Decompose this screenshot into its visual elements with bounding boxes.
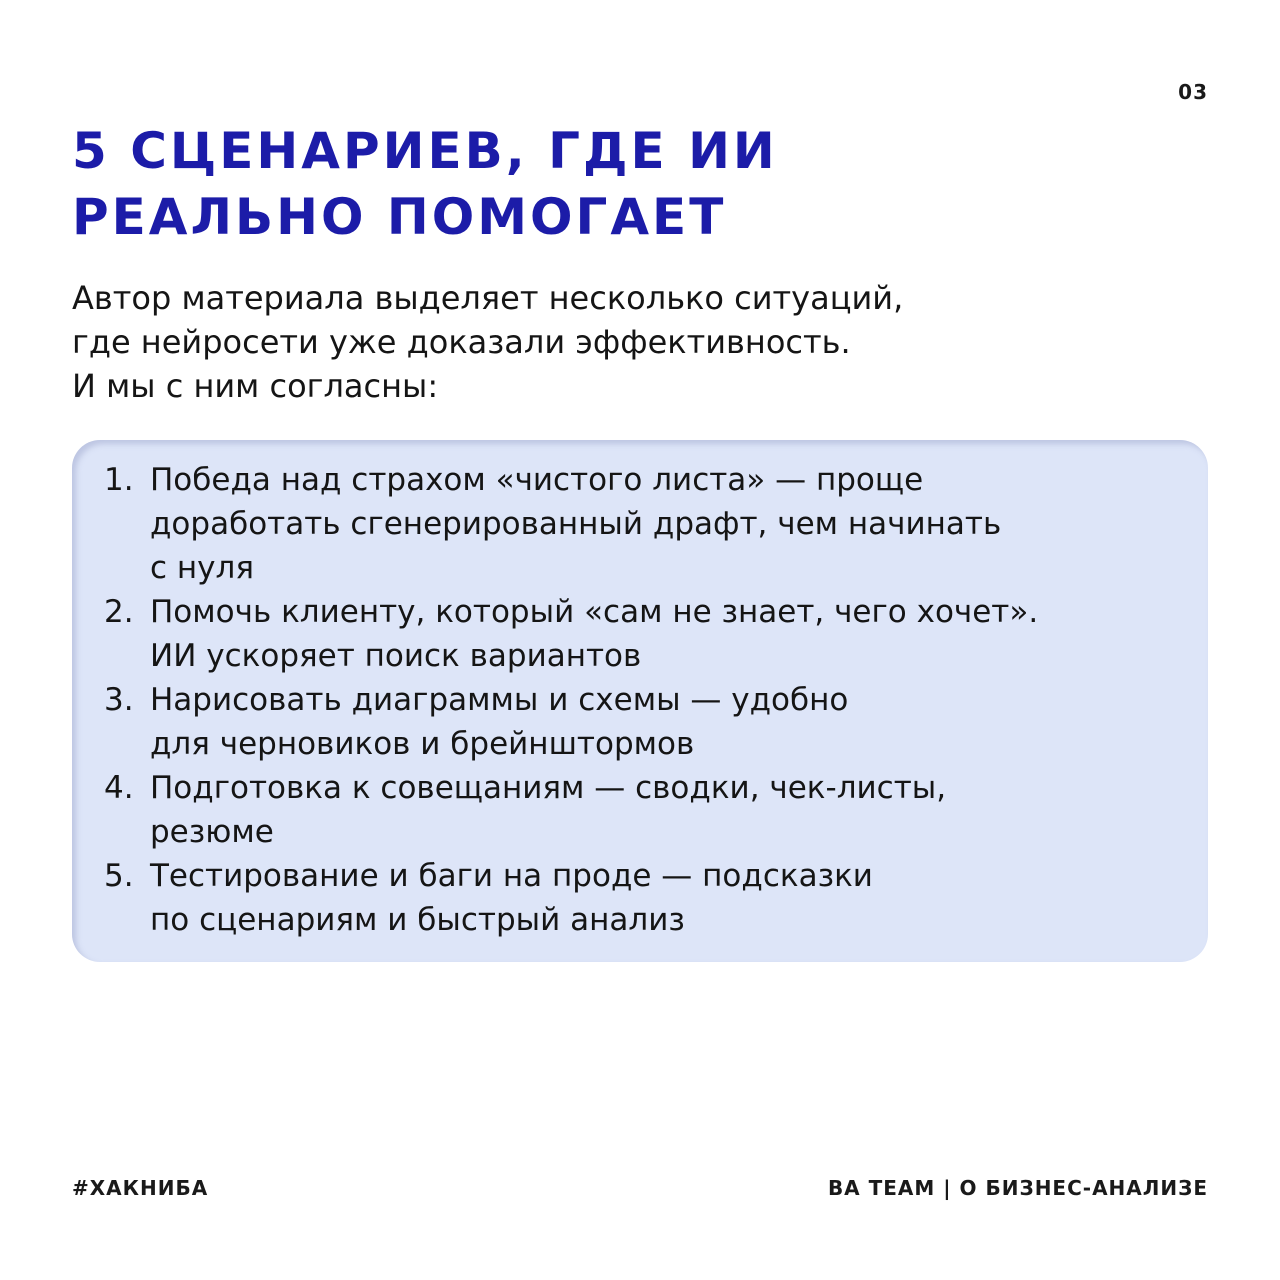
scenarios-card [72,440,1208,962]
list-item [104,766,1168,854]
list-item-number: 2. [104,594,134,630]
title-line-2: РЕАЛЬНО ПОМОГАЕТ [72,188,727,246]
list-item-number: 3. [104,682,134,718]
list-item-number: 4. [104,770,134,806]
list-item-text: с нуля [150,550,254,586]
intro-line-2: где нейросети уже доказали эффективность. [72,323,851,361]
list-item-number: 5. [104,858,134,894]
footer-hashtag: #ХАКНИБА [72,1176,209,1200]
list-item [104,458,1168,590]
list-item [104,854,1168,942]
intro-line-1: Автор материала выделяет несколько ситуаций, [72,279,904,317]
list-item-text: для черновиков и брейнштормов [150,726,695,762]
page-number: 03 [1178,80,1208,104]
intro-text [72,276,1192,408]
title-line-1: 5 СЦЕНАРИЕВ, ГДЕ ИИ [72,122,778,180]
page-title [72,118,1172,250]
list-item-text: Подготовка к совещаниям — сводки, чек-листы, [150,770,947,806]
list-item-text: по сценариям и быстрый анализ [150,902,685,938]
list-item-text: Тестирование и баги на проде — подсказки [150,858,873,894]
list-item-text: Победа над страхом «чистого листа» — проще [150,462,924,498]
intro-line-3: И мы с ним согласны: [72,367,439,405]
list-item [104,590,1168,678]
scenarios-list [104,458,1168,942]
list-item-text: Нарисовать диаграммы и схемы — удобно [150,682,849,718]
list-item-text: Помочь клиенту, который «сам не знает, чего хочет». [150,594,1039,630]
footer-brand: BA TEAM | О БИЗНЕС-АНАЛИЗЕ [827,1176,1208,1200]
list-item-text: резюме [150,814,274,850]
list-item-number: 1. [104,462,134,498]
list-item [104,678,1168,766]
list-item-text: ИИ ускоряет поиск вариантов [150,638,642,674]
list-item-text: доработать сгенерированный драфт, чем начинать [150,506,1002,542]
